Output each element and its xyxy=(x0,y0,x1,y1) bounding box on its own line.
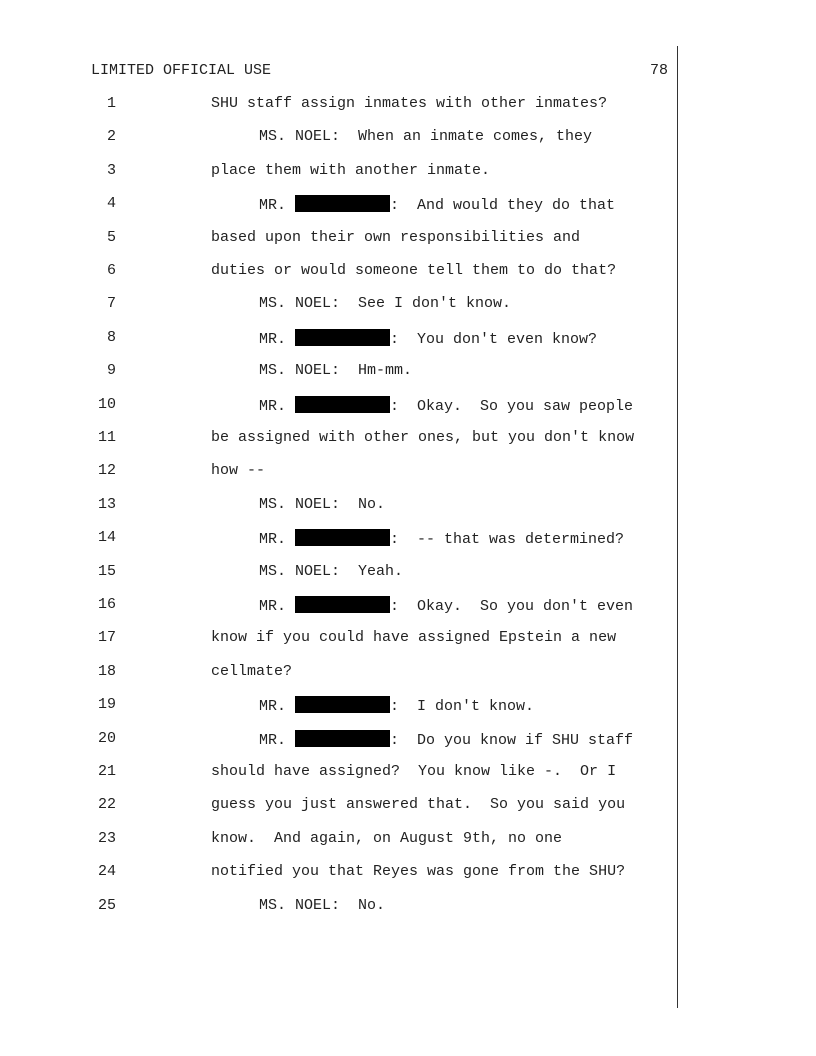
transcript-line xyxy=(0,362,677,382)
line-number: 9 xyxy=(106,362,116,380)
transcript-line xyxy=(0,897,677,917)
line-text xyxy=(259,362,412,379)
transcript-line xyxy=(0,295,677,315)
line-number: 8 xyxy=(106,328,116,346)
line-text xyxy=(259,329,597,348)
transcript-line xyxy=(0,329,677,349)
line-number: 23 xyxy=(97,829,116,847)
line-text xyxy=(259,195,615,214)
line-content: MS. NOEL: Yeah. xyxy=(259,562,404,580)
line-number: 2 xyxy=(106,128,116,146)
transcript-line xyxy=(0,229,677,249)
line-number: 4 xyxy=(106,195,116,213)
line-text xyxy=(211,830,562,847)
line-number: 3 xyxy=(106,161,116,179)
line-content: : Okay. So you don't even xyxy=(390,598,634,615)
line-content: : I don't know. xyxy=(390,698,535,716)
transcript-line xyxy=(0,596,677,616)
speaker-prefix: MR. xyxy=(259,531,296,549)
line-text xyxy=(211,95,607,112)
line-content: MS. NOEL: See I don't know. xyxy=(259,295,512,313)
line-content: duties or would someone tell them to do that? xyxy=(211,262,617,279)
speaker-prefix: MR. xyxy=(259,197,296,215)
line-text xyxy=(259,596,633,615)
transcript-line xyxy=(0,796,677,816)
line-content: : And would they do that xyxy=(390,197,616,215)
transcript-line xyxy=(0,863,677,883)
transcript-line xyxy=(0,496,677,516)
line-content: : -- that was determined? xyxy=(390,531,625,549)
transcript-line xyxy=(0,462,677,482)
transcript-line xyxy=(0,529,677,549)
transcript-line xyxy=(0,629,677,649)
speaker-prefix: MR. xyxy=(259,731,296,749)
line-content: MS. NOEL: No. xyxy=(259,495,386,513)
line-content: : Okay. So you saw people xyxy=(390,397,634,415)
redaction-block xyxy=(295,696,390,713)
line-text xyxy=(259,696,534,715)
line-number: 15 xyxy=(97,562,116,580)
transcript-line xyxy=(0,730,677,750)
line-number: 18 xyxy=(97,662,116,680)
redaction-block xyxy=(295,529,390,546)
transcript-line xyxy=(0,262,677,282)
line-text xyxy=(211,262,616,279)
transcript-line xyxy=(0,830,677,850)
line-text xyxy=(211,763,616,780)
line-number: 7 xyxy=(106,295,116,313)
line-content: MS. NOEL: When an inmate comes, they xyxy=(259,128,593,146)
line-content: place them with another inmate. xyxy=(211,161,491,179)
transcript-line xyxy=(0,195,677,215)
line-text xyxy=(259,128,592,145)
page-number: 78 xyxy=(649,62,668,79)
speaker-prefix: MR. xyxy=(259,698,296,716)
redaction-block xyxy=(295,596,390,613)
speaker-prefix: MR. xyxy=(259,397,296,415)
line-number: 13 xyxy=(97,495,116,513)
line-number: 17 xyxy=(97,629,116,647)
line-content: based upon their own responsibilities and xyxy=(211,228,581,246)
line-content: know. And again, on August 9th, no one xyxy=(211,829,563,847)
line-text xyxy=(211,863,625,880)
line-text xyxy=(259,730,633,749)
classification-header: LIMITED OFFICIAL USE xyxy=(91,62,272,79)
line-content: : You don't even know? xyxy=(390,330,598,348)
line-number: 19 xyxy=(97,696,116,714)
transcript-line xyxy=(0,128,677,148)
line-text xyxy=(211,629,616,646)
line-content: guess you just answered that. So you said you xyxy=(211,796,626,814)
line-content: MS. NOEL: No. xyxy=(259,896,386,914)
line-text xyxy=(211,663,292,680)
redaction-block xyxy=(295,396,390,413)
transcript-line xyxy=(0,563,677,583)
line-text xyxy=(259,295,511,312)
line-content: SHU staff assign inmates with other inmates? xyxy=(211,95,608,112)
line-text xyxy=(211,796,625,813)
line-number: 24 xyxy=(97,863,116,881)
speaker-prefix: MR. xyxy=(259,598,296,615)
redaction-block xyxy=(295,329,390,346)
transcript-line xyxy=(0,663,677,683)
transcript-line xyxy=(0,763,677,783)
speaker-prefix: MR. xyxy=(259,330,296,348)
redaction-block xyxy=(295,730,390,747)
line-text xyxy=(211,229,580,246)
line-content: know if you could have assigned Epstein a new xyxy=(211,629,617,647)
line-text xyxy=(259,897,385,914)
line-content: : Do you know if SHU staff xyxy=(390,731,634,749)
transcript-line xyxy=(0,95,677,115)
line-text xyxy=(259,563,403,580)
line-number: 20 xyxy=(97,729,116,747)
line-number: 22 xyxy=(97,796,116,814)
line-content: cellmate? xyxy=(211,662,293,680)
line-number: 11 xyxy=(97,429,116,446)
line-text xyxy=(211,462,265,479)
right-margin-rule xyxy=(677,46,678,1008)
line-text xyxy=(259,529,624,548)
line-number: 10 xyxy=(97,395,116,413)
transcript-line xyxy=(0,162,677,182)
redaction-block xyxy=(295,195,390,212)
line-content: how -- xyxy=(211,462,266,480)
transcript-line xyxy=(0,429,677,449)
line-number: 21 xyxy=(97,763,116,780)
line-text xyxy=(211,162,490,179)
line-number: 1 xyxy=(106,95,116,112)
transcript-line xyxy=(0,696,677,716)
line-content: notified you that Reyes was gone from the SHU? xyxy=(211,863,626,881)
line-text xyxy=(259,496,385,513)
line-number: 16 xyxy=(97,596,116,613)
line-text xyxy=(211,429,634,446)
transcript-line xyxy=(0,396,677,416)
line-number: 14 xyxy=(97,529,116,547)
line-number: 6 xyxy=(106,262,116,279)
line-content: should have assigned? You know like -. Or I xyxy=(211,763,617,780)
line-number: 12 xyxy=(97,462,116,480)
line-content: be assigned with other ones, but you don't know xyxy=(211,429,635,446)
line-content: MS. NOEL: Hm-mm. xyxy=(259,362,413,380)
line-text xyxy=(259,396,633,415)
line-number: 5 xyxy=(106,228,116,246)
line-number: 25 xyxy=(97,896,116,914)
